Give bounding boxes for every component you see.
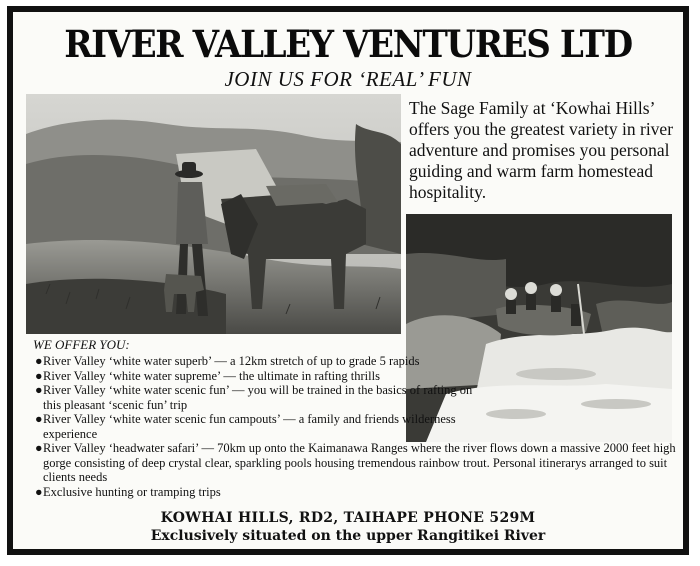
offer-item: ●River Valley ‘white water supreme’ — the ultimate in rafting thrills (35, 368, 380, 383)
offers-heading: WE OFFER YOU: (33, 337, 130, 352)
bullet-icon: ● (35, 484, 43, 499)
offer-item: ●Exclusive hunting or tramping trips (35, 484, 221, 499)
bullet-icon: ● (35, 441, 43, 455)
location-line: Exclusively situated on the upper Rangitikei River (150, 528, 546, 544)
intro-paragraph: The Sage Family at ‘Kowhai Hills’ offers you the greatest variety in river adventure and promises you personal guiding and warm farm homestead hospitality. (409, 98, 674, 202)
offers-list (33, 337, 683, 499)
photo-horseman-with-pack-horse-and-dog (26, 94, 401, 334)
headline: RIVER VALLEY VENTURES LTD (64, 22, 632, 66)
offer-item: ●River Valley ‘headwater safari’ — 70km up onto the Kaimanawa Ranges where the river flows down a massive 2000 feet high gorge consisting of deep crystal clear, sparkling pools housing tremendous rainbow trout. Personal itinerarys arranged to suit clients needs (35, 441, 676, 484)
offer-item: ●River Valley ‘white water superb’ — a 12km stretch of up to grade 5 rapids (35, 354, 420, 368)
advertisement-panel (13, 12, 683, 549)
advertisement (7, 6, 689, 555)
bullet-icon: ● (35, 368, 43, 383)
bullet-icon: ● (35, 354, 43, 368)
bullet-icon: ● (35, 383, 43, 397)
offer-item: ●River Valley ‘white water scenic fun campouts’ — a family and friends wilderness experience (35, 412, 456, 441)
address-line: KOWHAI HILLS, RD2, TAIHAPE PHONE 529M (160, 510, 536, 526)
tagline: JOIN US FOR ‘REAL’ FUN (224, 67, 472, 91)
offer-item: ●River Valley ‘white water scenic fun’ — you will be trained in the basics of rafting on this pleasant ‘scenic fun’ trip (35, 383, 473, 412)
bullet-icon: ● (35, 412, 43, 426)
